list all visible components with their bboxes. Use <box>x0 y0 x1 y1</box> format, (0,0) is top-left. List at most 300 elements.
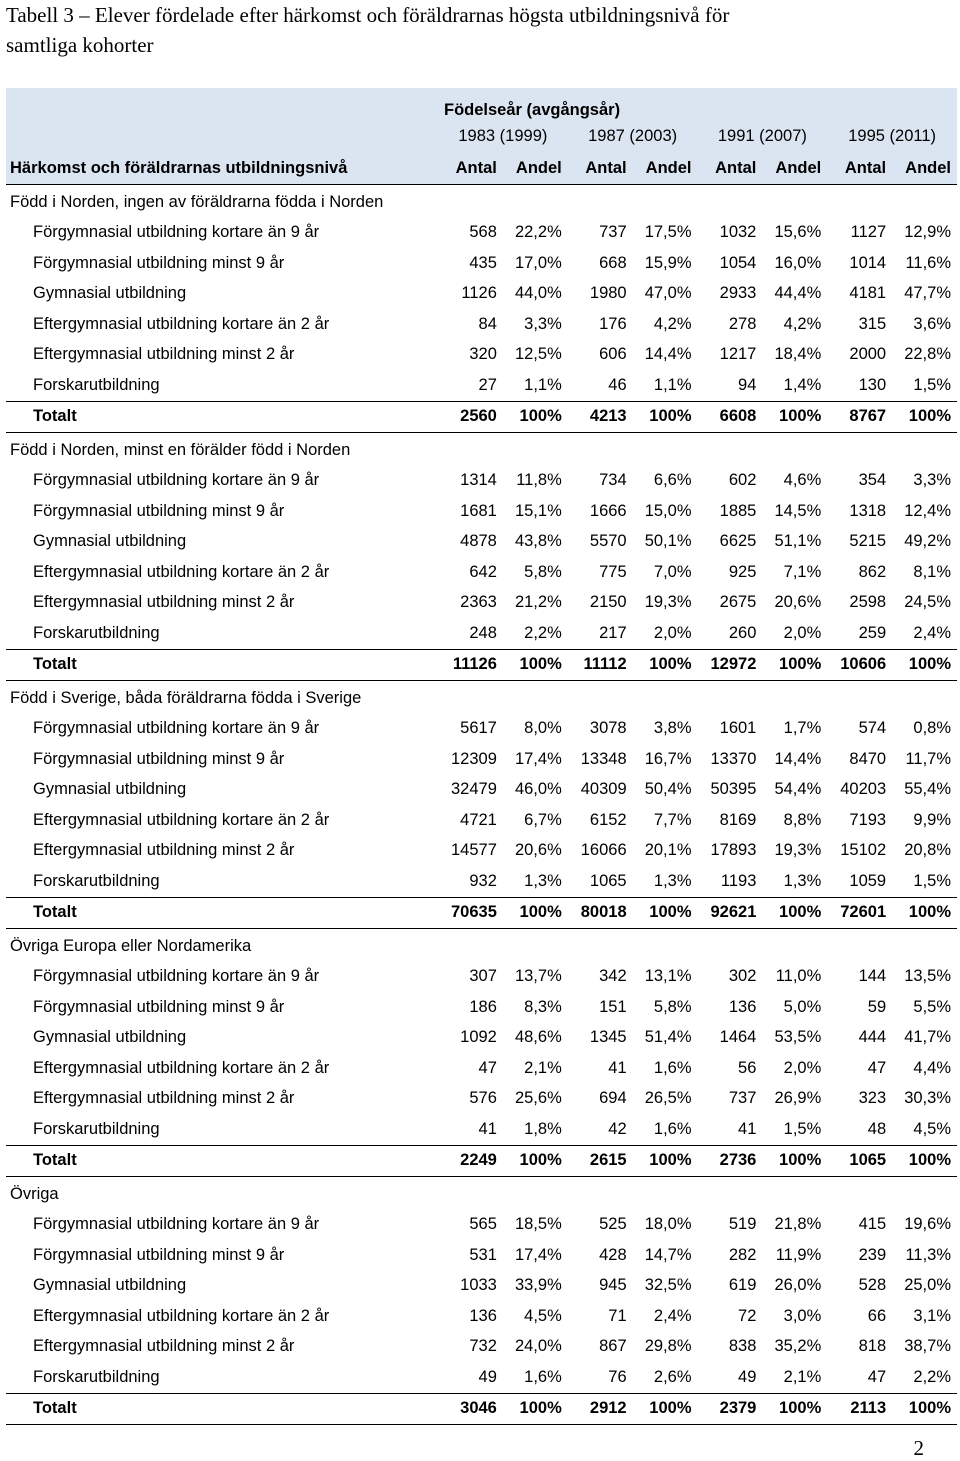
antal-cell: 47 <box>867 1367 887 1386</box>
row-label: Eftergymnasial utbildning minst 2 år <box>33 345 295 364</box>
antal-cell: 320 <box>469 345 497 364</box>
andel-cell: 7,1% <box>783 562 822 581</box>
andel-cell: 18,5% <box>514 1215 562 1234</box>
antal-cell: 32479 <box>450 780 497 799</box>
andel-cell: 20,6% <box>774 593 822 612</box>
antal-cell: 867 <box>599 1337 627 1356</box>
antal-cell: 925 <box>728 562 757 581</box>
row-label: Eftergymnasial utbildning kortare än 2 år <box>33 562 330 581</box>
antal-cell: 1065 <box>589 871 627 890</box>
andel-cell: 1,6% <box>524 1367 562 1386</box>
andel-cell: 50,4% <box>644 780 692 799</box>
antal-cell: 40203 <box>840 780 887 799</box>
andel-cell: 49,2% <box>904 532 951 551</box>
andel-cell: 1,5% <box>913 871 951 890</box>
antal-cell: 642 <box>469 562 497 581</box>
antal-cell: 76 <box>608 1367 627 1386</box>
antal-cell: 2675 <box>719 593 757 612</box>
andel-cell: 100% <box>503 401 568 433</box>
andel-cell: 18,4% <box>774 345 822 364</box>
total-row <box>6 401 957 433</box>
andel-cell: 46,0% <box>514 780 562 799</box>
andel-cell: 100% <box>762 1393 827 1425</box>
andel-cell: 5,5% <box>913 997 951 1016</box>
year-label: 1983 (1999) <box>438 120 568 152</box>
table-row <box>6 992 957 1023</box>
antal-cell: 354 <box>858 471 887 490</box>
antal-cell: 576 <box>469 1089 497 1108</box>
row-label: Förgymnasial utbildning kortare än 9 år <box>33 719 320 738</box>
andel-cell: 3,1% <box>913 1306 951 1325</box>
antal-cell: 415 <box>858 1215 887 1234</box>
andel-cell: 7,0% <box>653 562 692 581</box>
andel-cell: 3,6% <box>913 314 951 333</box>
row-label: Gymnasial utbildning <box>33 1276 187 1295</box>
andel-cell: 13,5% <box>904 967 951 986</box>
group-label: Övriga Europa eller Nordamerika <box>10 936 252 955</box>
andel-cell: 6,7% <box>524 810 562 829</box>
andel-cell: 25,6% <box>514 1089 562 1108</box>
andel-cell: 100% <box>762 401 827 433</box>
antal-cell: 1217 <box>719 345 757 364</box>
andel-cell: 100% <box>892 1145 957 1177</box>
andel-cell: 2,0% <box>653 623 692 642</box>
antal-cell: 11112 <box>568 649 633 681</box>
andel-cell: 1,5% <box>783 1119 822 1138</box>
andel-cell: 32,5% <box>644 1276 692 1295</box>
andel-cell: 5,0% <box>783 997 822 1016</box>
andel-cell: 100% <box>892 649 957 681</box>
andel-cell: 100% <box>503 897 568 929</box>
antal-cell: 945 <box>599 1276 627 1295</box>
table-row <box>6 496 957 527</box>
andel-cell: 11,7% <box>905 749 951 768</box>
row-label: Forskarutbildning <box>33 375 160 394</box>
antal-cell: 775 <box>599 562 627 581</box>
andel-cell: 2,4% <box>913 623 951 642</box>
andel-cell: 100% <box>503 1393 568 1425</box>
andel-cell: 100% <box>892 401 957 433</box>
span-label: Födelseår (avgångsår) <box>438 88 957 120</box>
andel-cell: 1,8% <box>524 1119 562 1138</box>
row-header-label: Härkomst och föräldrarnas utbildningsnivå <box>6 152 438 185</box>
andel-cell: 1,7% <box>783 719 822 738</box>
row-label: Förgymnasial utbildning minst 9 år <box>33 749 285 768</box>
andel-cell: 14,5% <box>774 501 822 520</box>
antal-cell: 342 <box>599 967 627 986</box>
andel-cell: 3,0% <box>783 1306 822 1325</box>
antal-cell: 4181 <box>849 284 887 303</box>
antal-cell: 1980 <box>589 284 627 303</box>
antal-cell: 668 <box>599 253 627 272</box>
andel-cell: 9,9% <box>913 810 951 829</box>
andel-cell: 19,3% <box>644 593 692 612</box>
row-label: Förgymnasial utbildning minst 9 år <box>33 997 285 1016</box>
andel-cell: 33,9% <box>514 1276 562 1295</box>
antal-cell: 818 <box>858 1337 887 1356</box>
antal-cell: 1885 <box>719 501 757 520</box>
antal-cell: 8470 <box>849 749 887 768</box>
antal-cell: 66 <box>867 1306 887 1325</box>
andel-cell: 13,7% <box>514 967 562 986</box>
antal-cell: 217 <box>599 623 627 642</box>
antal-cell: 525 <box>599 1215 627 1234</box>
andel-cell: 13,1% <box>644 967 692 986</box>
antal-cell: 323 <box>858 1089 887 1108</box>
table-row <box>6 805 957 836</box>
table-row <box>6 557 957 588</box>
andel-cell: 4,5% <box>913 1119 951 1138</box>
antal-cell: 1033 <box>460 1276 497 1295</box>
antal-cell: 8169 <box>719 810 757 829</box>
antal-cell: 48 <box>867 1119 887 1138</box>
col-antal: Antal <box>698 152 763 185</box>
row-label: Totalt <box>6 1393 438 1425</box>
col-andel: Andel <box>503 152 568 185</box>
antal-cell: 3078 <box>589 719 627 738</box>
antal-cell: 932 <box>469 871 497 890</box>
andel-cell: 2,1% <box>783 1367 822 1386</box>
antal-cell: 1314 <box>460 471 497 490</box>
andel-cell: 15,9% <box>644 253 692 272</box>
table-row <box>6 866 957 897</box>
antal-cell: 4878 <box>460 532 497 551</box>
antal-cell: 41 <box>608 1058 627 1077</box>
caption-line-2: samtliga kohorter <box>6 33 154 57</box>
table-row <box>6 1240 957 1271</box>
table-row <box>6 370 957 401</box>
antal-cell: 49 <box>738 1367 757 1386</box>
table-header <box>6 88 957 185</box>
antal-cell: 435 <box>469 253 497 272</box>
row-label: Eftergymnasial utbildning kortare än 2 år <box>33 810 330 829</box>
table-row <box>6 744 957 775</box>
antal-cell: 136 <box>728 997 757 1016</box>
group-header-row <box>6 433 957 466</box>
andel-cell: 1,1% <box>524 375 562 394</box>
row-label: Eftergymnasial utbildning kortare än 2 år <box>33 314 330 333</box>
antal-cell: 5570 <box>589 532 627 551</box>
table-row <box>6 775 957 806</box>
antal-cell: 46 <box>608 375 627 394</box>
antal-cell: 8767 <box>827 401 892 433</box>
andel-cell: 100% <box>762 897 827 929</box>
antal-cell: 130 <box>858 375 887 394</box>
andel-cell: 4,2% <box>653 314 692 333</box>
antal-cell: 3046 <box>438 1393 503 1425</box>
andel-cell: 20,6% <box>514 841 562 860</box>
andel-cell: 1,5% <box>913 375 951 394</box>
antal-cell: 1127 <box>850 223 887 242</box>
table-row <box>6 1301 957 1332</box>
antal-cell: 248 <box>469 623 497 642</box>
andel-cell: 2,6% <box>653 1367 692 1386</box>
row-label: Eftergymnasial utbildning kortare än 2 år <box>33 1058 330 1077</box>
antal-cell: 519 <box>728 1215 757 1234</box>
antal-cell: 70635 <box>438 897 503 929</box>
table-row <box>6 279 957 310</box>
andel-cell: 1,3% <box>524 871 562 890</box>
andel-cell: 14,4% <box>774 749 822 768</box>
antal-cell: 1318 <box>849 501 887 520</box>
andel-cell: 47,0% <box>644 284 692 303</box>
antal-cell: 568 <box>469 223 497 242</box>
andel-cell: 11,0% <box>775 967 822 986</box>
andel-cell: 51,1% <box>774 532 822 551</box>
col-andel: Andel <box>892 152 957 185</box>
andel-cell: 6,6% <box>653 471 692 490</box>
andel-cell: 1,4% <box>783 375 822 394</box>
total-row <box>6 1393 957 1425</box>
antal-cell: 6625 <box>719 532 757 551</box>
antal-cell: 1014 <box>849 253 887 272</box>
antal-cell: 13348 <box>580 749 627 768</box>
andel-cell: 17,4% <box>514 749 562 768</box>
andel-cell: 24,0% <box>514 1337 562 1356</box>
antal-cell: 84 <box>478 314 497 333</box>
antal-cell: 92621 <box>698 897 763 929</box>
antal-cell: 16066 <box>580 841 627 860</box>
antal-cell: 5617 <box>460 719 497 738</box>
antal-cell: 11126 <box>438 649 503 681</box>
year-label: 1987 (2003) <box>568 120 698 152</box>
antal-cell: 42 <box>608 1119 627 1138</box>
antal-cell: 619 <box>728 1276 757 1295</box>
antal-cell: 307 <box>469 967 497 986</box>
andel-cell: 4,6% <box>783 471 822 490</box>
andel-cell: 5,8% <box>653 997 692 1016</box>
andel-cell: 20,8% <box>904 841 951 860</box>
group-label: Född i Norden, ingen av föräldrarna födda i Norden <box>10 192 384 211</box>
antal-cell: 4721 <box>460 810 497 829</box>
antal-cell: 565 <box>469 1215 497 1234</box>
antal-cell: 7193 <box>849 810 887 829</box>
andel-cell: 53,5% <box>774 1028 822 1047</box>
antal-cell: 17893 <box>710 841 757 860</box>
table-caption <box>6 0 946 60</box>
andel-cell: 100% <box>762 1145 827 1177</box>
antal-cell: 1345 <box>589 1028 627 1047</box>
antal-cell: 302 <box>728 967 757 986</box>
antal-cell: 732 <box>469 1337 497 1356</box>
antal-cell: 12309 <box>450 749 497 768</box>
table-row <box>6 962 957 993</box>
antal-cell: 14577 <box>450 841 497 860</box>
row-label: Forskarutbildning <box>33 1367 160 1386</box>
andel-cell: 100% <box>633 649 698 681</box>
table-row <box>6 1023 957 1054</box>
andel-cell: 2,0% <box>783 623 822 642</box>
andel-cell: 47,7% <box>904 284 951 303</box>
table-row <box>6 714 957 745</box>
row-label: Forskarutbildning <box>33 871 160 890</box>
andel-cell: 1,3% <box>783 871 822 890</box>
andel-cell: 17,0% <box>514 253 562 272</box>
row-label: Eftergymnasial utbildning minst 2 år <box>33 1337 295 1356</box>
row-label: Förgymnasial utbildning kortare än 9 år <box>33 1215 320 1234</box>
andel-cell: 8,8% <box>783 810 822 829</box>
antal-cell: 528 <box>858 1276 887 1295</box>
antal-cell: 2615 <box>568 1145 633 1177</box>
antal-cell: 838 <box>728 1337 757 1356</box>
andel-cell: 30,3% <box>904 1089 951 1108</box>
row-label: Forskarutbildning <box>33 1119 160 1138</box>
antal-cell: 47 <box>867 1058 887 1077</box>
andel-cell: 11,8% <box>516 471 562 490</box>
group-header-row <box>6 681 957 714</box>
andel-cell: 35,2% <box>774 1337 822 1356</box>
andel-cell: 3,3% <box>913 471 951 490</box>
antal-cell: 10606 <box>827 649 892 681</box>
andel-cell: 12,9% <box>904 223 951 242</box>
antal-cell: 282 <box>728 1245 757 1264</box>
andel-cell: 11,3% <box>905 1245 951 1264</box>
table-row <box>6 340 957 371</box>
andel-cell: 1,1% <box>653 375 692 394</box>
row-label: Eftergymnasial utbildning minst 2 år <box>33 593 295 612</box>
andel-cell: 1,6% <box>653 1058 692 1077</box>
antal-cell: 278 <box>728 314 757 333</box>
year-row <box>6 120 957 152</box>
antal-cell: 56 <box>738 1058 757 1077</box>
antal-cell: 72601 <box>827 897 892 929</box>
andel-cell: 26,9% <box>774 1089 822 1108</box>
andel-cell: 4,4% <box>913 1058 951 1077</box>
andel-cell: 15,6% <box>774 223 822 242</box>
antal-cell: 13370 <box>710 749 757 768</box>
col-antal: Antal <box>438 152 503 185</box>
total-row <box>6 649 957 681</box>
andel-cell: 24,5% <box>904 593 951 612</box>
table-row <box>6 466 957 497</box>
row-label: Forskarutbildning <box>33 623 160 642</box>
antal-cell: 2379 <box>698 1393 763 1425</box>
row-label: Totalt <box>6 649 438 681</box>
andel-cell: 55,4% <box>904 780 951 799</box>
year-label: 1995 (2011) <box>827 120 957 152</box>
antal-cell: 444 <box>858 1028 887 1047</box>
table-row <box>6 1362 957 1393</box>
data-table <box>6 88 957 1425</box>
andel-cell: 17,4% <box>514 1245 562 1264</box>
antal-cell: 239 <box>858 1245 887 1264</box>
row-label: Förgymnasial utbildning minst 9 år <box>33 1245 285 1264</box>
antal-cell: 15102 <box>840 841 887 860</box>
antal-cell: 2912 <box>568 1393 633 1425</box>
antal-cell: 40309 <box>580 780 627 799</box>
antal-cell: 694 <box>599 1089 627 1108</box>
antal-cell: 1059 <box>849 871 887 890</box>
antal-cell: 2736 <box>698 1145 763 1177</box>
andel-cell: 50,1% <box>644 532 692 551</box>
andel-cell: 2,1% <box>524 1058 562 1077</box>
caption-line-1: Tabell 3 – Elever fördelade efter härkomst och föräldrarnas högsta utbildningsnivå för <box>6 3 730 27</box>
andel-cell: 8,1% <box>913 562 951 581</box>
total-row <box>6 897 957 929</box>
andel-cell: 22,2% <box>514 223 562 242</box>
antal-cell: 1032 <box>719 223 757 242</box>
antal-cell: 531 <box>469 1245 497 1264</box>
group-header-row <box>6 1177 957 1210</box>
andel-cell: 1,6% <box>653 1119 692 1138</box>
andel-cell: 11,9% <box>775 1245 822 1264</box>
andel-cell: 8,3% <box>524 997 562 1016</box>
row-label: Förgymnasial utbildning kortare än 9 år <box>33 223 320 242</box>
antal-cell: 72 <box>738 1306 757 1325</box>
row-label: Eftergymnasial utbildning minst 2 år <box>33 841 295 860</box>
antal-cell: 862 <box>858 562 887 581</box>
row-label: Totalt <box>6 897 438 929</box>
row-label: Gymnasial utbildning <box>33 780 187 799</box>
andel-cell: 2,2% <box>524 623 562 642</box>
antal-cell: 734 <box>599 471 627 490</box>
antal-cell: 1126 <box>461 284 497 303</box>
andel-cell: 100% <box>762 649 827 681</box>
antal-cell: 80018 <box>568 897 633 929</box>
andel-cell: 26,5% <box>644 1089 692 1108</box>
row-label: Förgymnasial utbildning minst 9 år <box>33 253 285 272</box>
year-label: 1991 (2007) <box>698 120 828 152</box>
antal-cell: 1193 <box>720 871 757 890</box>
total-row <box>6 1145 957 1177</box>
andel-cell: 100% <box>633 1145 698 1177</box>
antal-cell: 1065 <box>827 1145 892 1177</box>
andel-cell: 100% <box>633 897 698 929</box>
andel-cell: 7,7% <box>653 810 692 829</box>
andel-cell: 1,3% <box>653 871 692 890</box>
col-andel: Andel <box>633 152 698 185</box>
antal-cell: 574 <box>858 719 887 738</box>
andel-cell: 2,2% <box>913 1367 951 1386</box>
andel-cell: 16,0% <box>774 253 822 272</box>
andel-cell: 11,6% <box>905 253 951 272</box>
andel-cell: 14,7% <box>644 1245 692 1264</box>
andel-cell: 4,2% <box>783 314 822 333</box>
group-label: Född i Norden, minst en förälder född i Norden <box>10 440 351 459</box>
andel-cell: 100% <box>633 1393 698 1425</box>
antal-cell: 4213 <box>568 401 633 433</box>
row-label: Eftergymnasial utbildning minst 2 år <box>33 1089 295 1108</box>
group-label: Född i Sverige, båda föräldrarna födda i Sverige <box>10 688 362 707</box>
andel-cell: 25,0% <box>904 1276 951 1295</box>
antal-cell: 1054 <box>719 253 757 272</box>
andel-cell: 29,8% <box>644 1337 692 1356</box>
antal-cell: 737 <box>728 1089 757 1108</box>
group-header-row <box>6 929 957 962</box>
table-row <box>6 1271 957 1302</box>
table-row <box>6 218 957 249</box>
antal-cell: 1666 <box>589 501 627 520</box>
antal-cell: 315 <box>858 314 887 333</box>
andel-cell: 5,8% <box>524 562 562 581</box>
andel-cell: 26,0% <box>774 1276 822 1295</box>
andel-cell: 100% <box>503 649 568 681</box>
row-label: Förgymnasial utbildning minst 9 år <box>33 501 285 520</box>
antal-cell: 2598 <box>849 593 887 612</box>
row-label: Totalt <box>6 1145 438 1177</box>
andel-cell: 43,8% <box>514 532 562 551</box>
antal-cell: 428 <box>599 1245 627 1264</box>
andel-cell: 41,7% <box>904 1028 951 1047</box>
antal-cell: 6608 <box>698 401 763 433</box>
andel-cell: 2,0% <box>783 1058 822 1077</box>
antal-cell: 176 <box>599 314 627 333</box>
antal-cell: 2933 <box>719 284 757 303</box>
andel-cell: 12,5% <box>514 345 562 364</box>
antal-cell: 6152 <box>589 810 627 829</box>
andel-cell: 44,4% <box>774 284 822 303</box>
row-label: Förgymnasial utbildning kortare än 9 år <box>33 471 320 490</box>
